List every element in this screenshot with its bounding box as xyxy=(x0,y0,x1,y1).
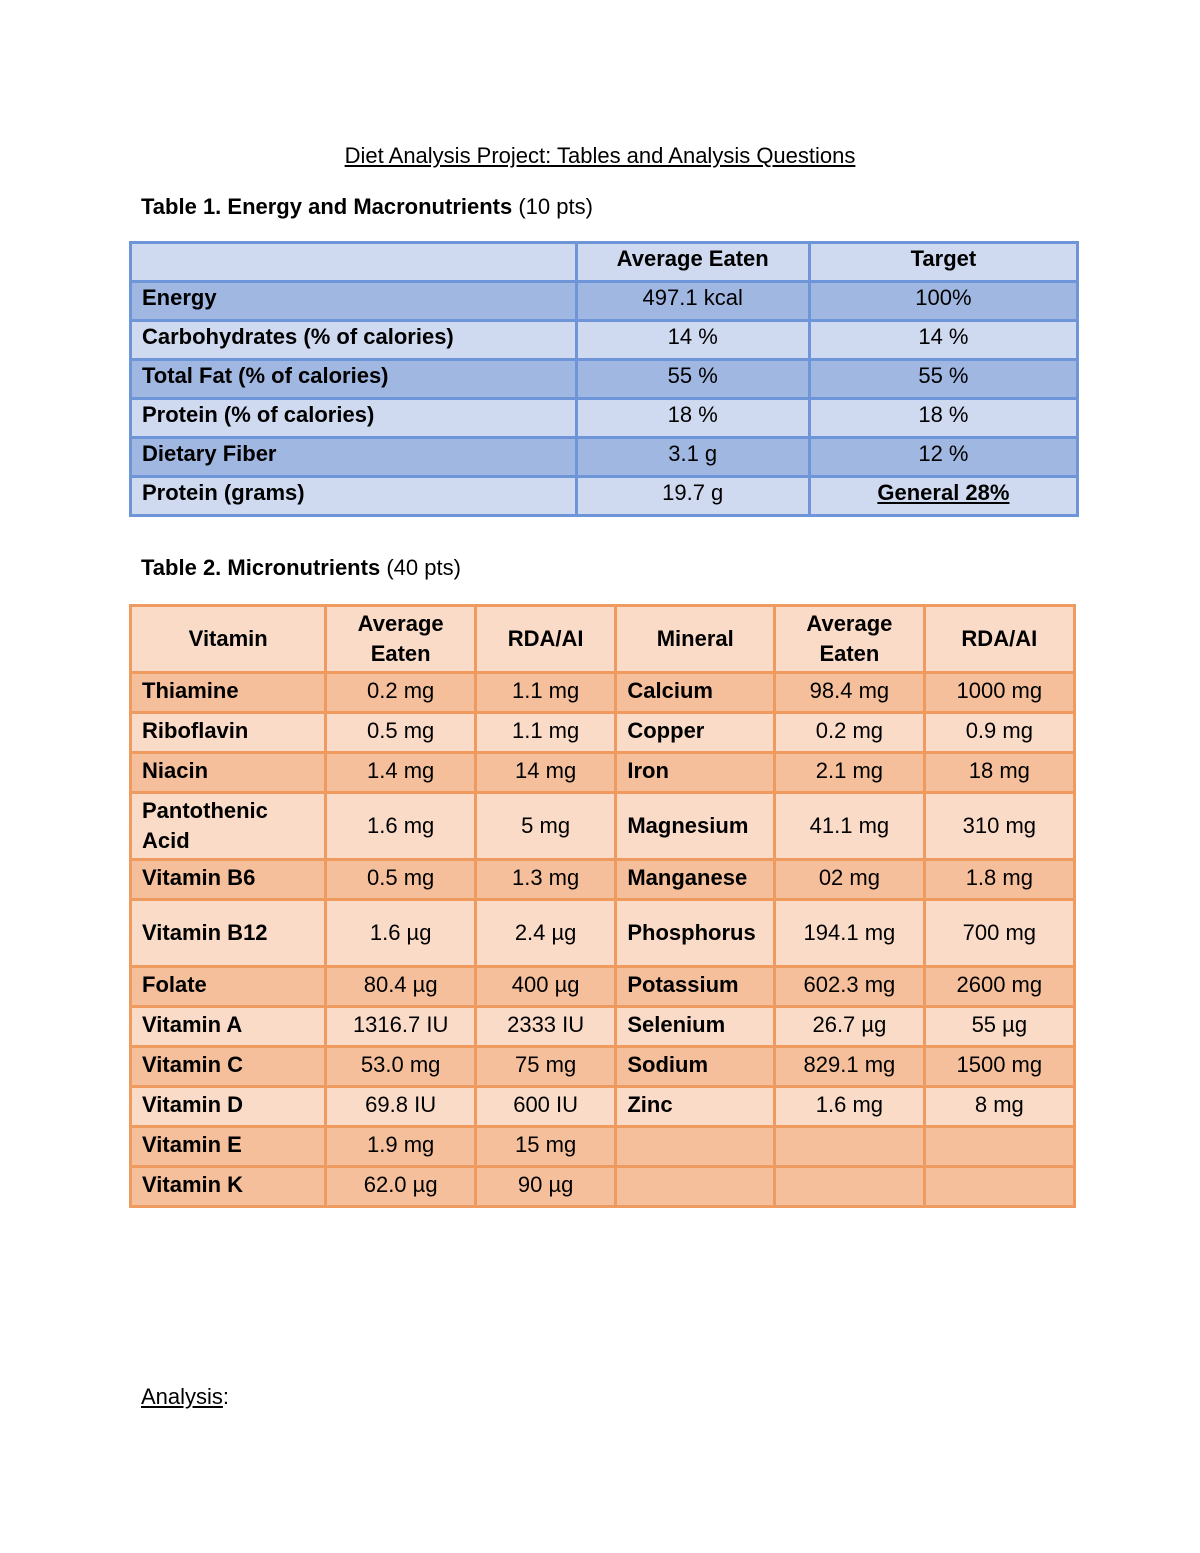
nutrient-label: Protein (grams) xyxy=(131,477,577,516)
table-row xyxy=(131,438,1078,477)
table-row xyxy=(131,1087,1075,1127)
target-cell: 55 % xyxy=(809,360,1077,399)
vitamin-label: Folate xyxy=(131,967,326,1007)
table-row xyxy=(131,753,1075,793)
mineral-eaten-cell: 26.7 µg xyxy=(775,1007,924,1047)
analysis-heading xyxy=(141,1382,229,1412)
table-row xyxy=(131,321,1078,360)
table-row xyxy=(131,793,1075,860)
vitamin-label: Thiamine xyxy=(131,673,326,713)
table-row xyxy=(131,360,1078,399)
analysis-label: Analysis xyxy=(141,1384,223,1409)
document-title: Diet Analysis Project: Tables and Analysis Questions xyxy=(344,143,856,168)
target-cell: 14 % xyxy=(809,321,1077,360)
table-header-row xyxy=(131,243,1078,282)
nutrient-label: Total Fat (% of calories) xyxy=(131,360,577,399)
vitamin-eaten-cell: 1316.7 IU xyxy=(326,1007,475,1047)
table1-caption-title: Table 1. Energy and Macronutrients xyxy=(141,194,513,219)
mineral-eaten-cell: 0.2 mg xyxy=(775,713,924,753)
mineral-label xyxy=(616,1127,775,1167)
mineral-rda-cell: 700 mg xyxy=(924,900,1074,967)
mineral-eaten-cell: 02 mg xyxy=(775,860,924,900)
vitamin-rda-cell: 2333 IU xyxy=(475,1007,615,1047)
analysis-colon: : xyxy=(222,1384,230,1409)
mineral-label: Selenium xyxy=(616,1007,775,1047)
average-eaten-cell: 19.7 g xyxy=(576,477,809,516)
table-row xyxy=(131,1167,1075,1207)
vitamin-rda-cell: 600 IU xyxy=(475,1087,615,1127)
table-row xyxy=(131,477,1078,516)
table-row xyxy=(131,673,1075,713)
table-header-cell: RDA/AI xyxy=(475,606,615,673)
table-header-cell: Average Eaten xyxy=(326,606,475,673)
mineral-label: Potassium xyxy=(616,967,775,1007)
mineral-label: Phosphorus xyxy=(616,900,775,967)
mineral-eaten-cell: 1.6 mg xyxy=(775,1087,924,1127)
vitamin-eaten-cell: 1.6 µg xyxy=(326,900,475,967)
mineral-eaten-cell: 41.1 mg xyxy=(775,793,924,860)
table-header-cell: Mineral xyxy=(616,606,775,673)
mineral-rda-cell: 18 mg xyxy=(924,753,1074,793)
table-row xyxy=(131,900,1075,967)
vitamin-eaten-cell: 80.4 µg xyxy=(326,967,475,1007)
mineral-rda-cell: 55 µg xyxy=(924,1007,1074,1047)
vitamin-label: Vitamin B6 xyxy=(131,860,326,900)
vitamin-eaten-cell: 69.8 IU xyxy=(326,1087,475,1127)
table-row xyxy=(131,1007,1075,1047)
table-header-row xyxy=(131,606,1075,673)
vitamin-label: Vitamin A xyxy=(131,1007,326,1047)
table-header-cell: RDA/AI xyxy=(924,606,1074,673)
table-header-cell xyxy=(131,243,577,282)
mineral-label: Magnesium xyxy=(616,793,775,860)
mineral-rda-cell: 1.8 mg xyxy=(924,860,1074,900)
target-cell: 100% xyxy=(809,282,1077,321)
vitamin-eaten-cell: 0.5 mg xyxy=(326,860,475,900)
nutrient-label: Dietary Fiber xyxy=(131,438,577,477)
mineral-eaten-cell: 194.1 mg xyxy=(775,900,924,967)
average-eaten-cell: 18 % xyxy=(576,399,809,438)
micronutrients-table xyxy=(129,604,1076,1208)
vitamin-rda-cell: 1.1 mg xyxy=(475,673,615,713)
mineral-label xyxy=(616,1167,775,1207)
vitamin-rda-cell: 400 µg xyxy=(475,967,615,1007)
nutrient-label: Protein (% of calories) xyxy=(131,399,577,438)
table-header-cell: Average Eaten xyxy=(775,606,924,673)
vitamin-rda-cell: 5 mg xyxy=(475,793,615,860)
table-row xyxy=(131,282,1078,321)
mineral-eaten-cell: 98.4 mg xyxy=(775,673,924,713)
mineral-label: Copper xyxy=(616,713,775,753)
table-row xyxy=(131,1047,1075,1087)
nutrient-label: Energy xyxy=(131,282,577,321)
vitamin-eaten-cell: 62.0 µg xyxy=(326,1167,475,1207)
average-eaten-cell: 55 % xyxy=(576,360,809,399)
vitamin-rda-cell: 90 µg xyxy=(475,1167,615,1207)
table1-caption xyxy=(141,192,593,222)
vitamin-label: Pantothenic Acid xyxy=(131,793,326,860)
mineral-rda-cell: 1000 mg xyxy=(924,673,1074,713)
table-row xyxy=(131,967,1075,1007)
mineral-rda-cell: 310 mg xyxy=(924,793,1074,860)
energy-macronutrients-table xyxy=(129,241,1079,517)
table-row xyxy=(131,1127,1075,1167)
vitamin-eaten-cell: 1.9 mg xyxy=(326,1127,475,1167)
vitamin-label: Riboflavin xyxy=(131,713,326,753)
vitamin-label: Vitamin K xyxy=(131,1167,326,1207)
vitamin-label: Vitamin B12 xyxy=(131,900,326,967)
mineral-label: Calcium xyxy=(616,673,775,713)
table-header-cell: Target xyxy=(809,243,1077,282)
vitamin-rda-cell: 75 mg xyxy=(475,1047,615,1087)
vitamin-rda-cell: 1.3 mg xyxy=(475,860,615,900)
mineral-label: Iron xyxy=(616,753,775,793)
mineral-eaten-cell: 2.1 mg xyxy=(775,753,924,793)
average-eaten-cell: 14 % xyxy=(576,321,809,360)
mineral-rda-cell: 1500 mg xyxy=(924,1047,1074,1087)
mineral-eaten-cell xyxy=(775,1167,924,1207)
vitamin-rda-cell: 2.4 µg xyxy=(475,900,615,967)
table-row xyxy=(131,399,1078,438)
vitamin-rda-cell: 14 mg xyxy=(475,753,615,793)
vitamin-label: Vitamin C xyxy=(131,1047,326,1087)
mineral-label: Zinc xyxy=(616,1087,775,1127)
target-cell: 18 % xyxy=(809,399,1077,438)
mineral-eaten-cell: 829.1 mg xyxy=(775,1047,924,1087)
vitamin-eaten-cell: 53.0 mg xyxy=(326,1047,475,1087)
mineral-rda-cell: 2600 mg xyxy=(924,967,1074,1007)
table-row xyxy=(131,860,1075,900)
mineral-label: Manganese xyxy=(616,860,775,900)
table1-caption-points: (10 pts) xyxy=(518,194,593,219)
vitamin-label: Niacin xyxy=(131,753,326,793)
target-link[interactable]: General 28% xyxy=(809,477,1077,516)
table-row xyxy=(131,713,1075,753)
mineral-rda-cell: 8 mg xyxy=(924,1087,1074,1127)
vitamin-label: Vitamin D xyxy=(131,1087,326,1127)
table-header-cell: Average Eaten xyxy=(576,243,809,282)
mineral-rda-cell xyxy=(924,1127,1074,1167)
vitamin-rda-cell: 1.1 mg xyxy=(475,713,615,753)
average-eaten-cell: 497.1 kcal xyxy=(576,282,809,321)
vitamin-label: Vitamin E xyxy=(131,1127,326,1167)
table2-caption-title: Table 2. Micronutrients xyxy=(141,555,381,580)
table2-caption xyxy=(141,553,461,583)
target-cell: 12 % xyxy=(809,438,1077,477)
mineral-eaten-cell xyxy=(775,1127,924,1167)
mineral-rda-cell xyxy=(924,1167,1074,1207)
mineral-label: Sodium xyxy=(616,1047,775,1087)
average-eaten-cell: 3.1 g xyxy=(576,438,809,477)
vitamin-eaten-cell: 0.2 mg xyxy=(326,673,475,713)
vitamin-rda-cell: 15 mg xyxy=(475,1127,615,1167)
nutrient-label: Carbohydrates (% of calories) xyxy=(131,321,577,360)
vitamin-eaten-cell: 1.4 mg xyxy=(326,753,475,793)
vitamin-eaten-cell: 0.5 mg xyxy=(326,713,475,753)
mineral-rda-cell: 0.9 mg xyxy=(924,713,1074,753)
mineral-eaten-cell: 602.3 mg xyxy=(775,967,924,1007)
table2-caption-points: (40 pts) xyxy=(386,555,461,580)
vitamin-eaten-cell: 1.6 mg xyxy=(326,793,475,860)
table-header-cell: Vitamin xyxy=(131,606,326,673)
